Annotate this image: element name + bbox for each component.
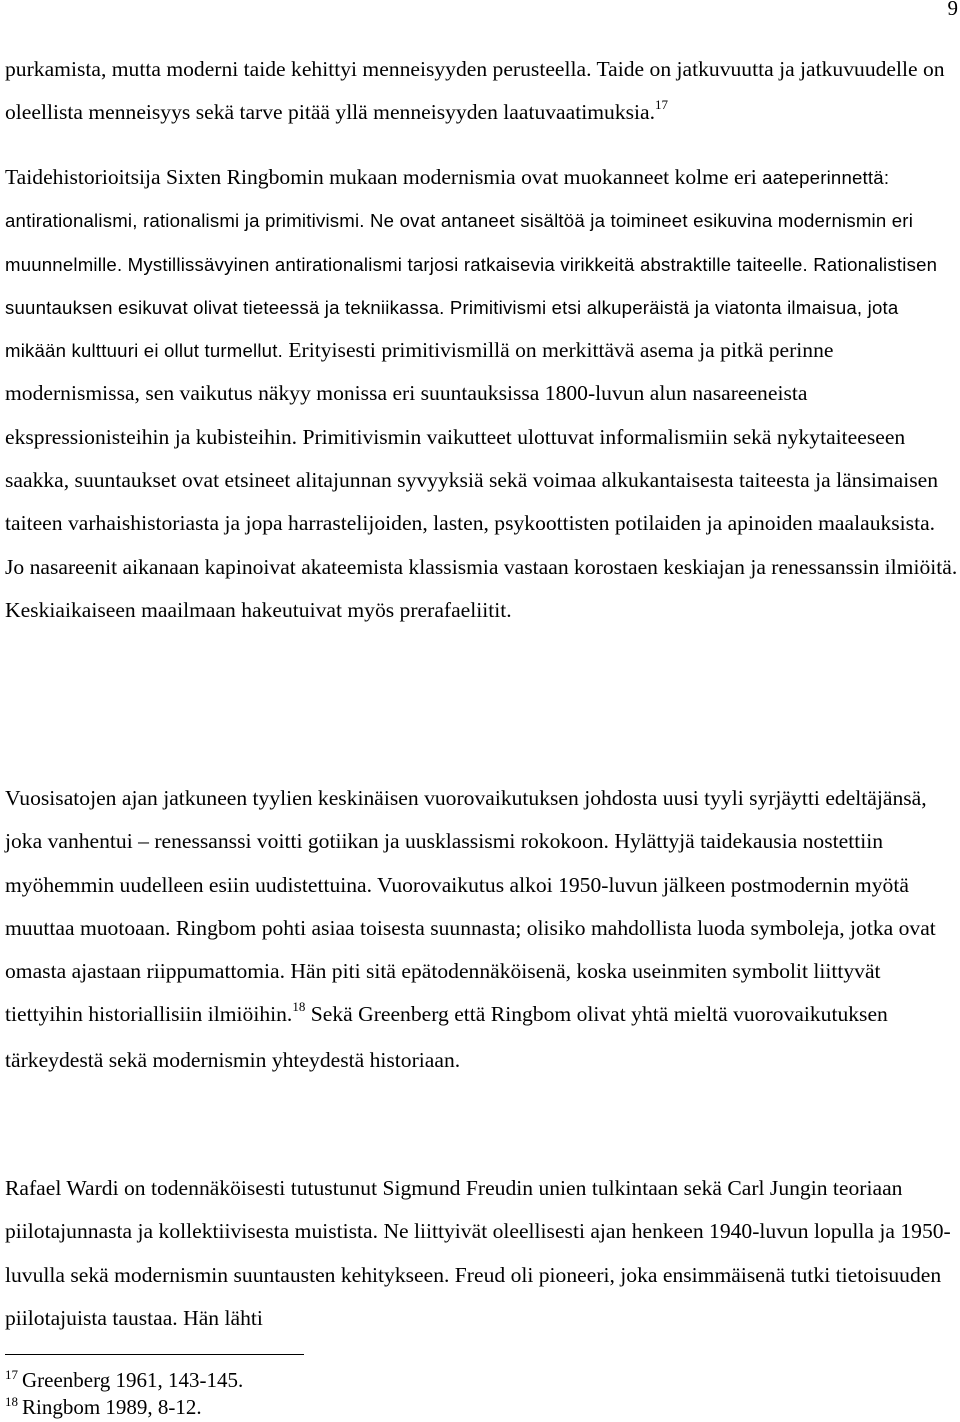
footnote-17 bbox=[5, 1368, 243, 1395]
footnote-17-number: 17 bbox=[5, 1367, 18, 1382]
paragraph-2 bbox=[5, 156, 958, 632]
paragraph-1-text: purkamista, mutta moderni taide kehittyi menneisyyden perusteella. Taide on jatkuvuutta ja jatkuvuudelle on oleellista menneisyys sekä tarve pitää yllä menneisyyden laatuvaatimuksia. bbox=[5, 57, 945, 125]
footnote-ref-18[interactable]: 18 bbox=[292, 999, 306, 1015]
footnote-18-text: Ringbom 1989, 8-12. bbox=[22, 1395, 202, 1419]
paragraph-2-intro: Taidehistorioitsija Sixten Ringbomin mukaan modernismia ovat muokanneet kolme eri bbox=[5, 165, 757, 189]
footnote-separator bbox=[5, 1354, 304, 1355]
paragraph-2-rest: Erityisesti primitivismillä on merkittävä asema ja pitkä perinne modernismissa, sen vaikutus näkyy monissa eri suuntauksissa 1800-luvun alun nasareeneista ekspressionisteihin ja kubisteihin. Primitivismin vaikutteet ulottuvat informalismiin sekä nykytaiteeseen saakka, suuntaukset ovat etsineet alitajunnan syvyyksiä sekä voimaa alkukantaisesta taiteesta ja länsimaisen taiteen varhaishistoriasta ja jopa harrastelijoiden, lasten, psykoottisten potilaiden ja apinoiden maalauksista. Jo nasareenit aikanaan kapinoivat akateemista klassismia vastaan korostaen keskiajan ja renessanssin ilmiöitä. Keskiaikaiseen maailmaan hakeutuivat myös prerafaeliitit. bbox=[5, 338, 958, 622]
paragraph-3 bbox=[5, 777, 958, 1082]
paragraph-1 bbox=[5, 48, 958, 137]
footnote-ref-17[interactable]: 17 bbox=[655, 97, 669, 113]
footnote-17-text: Greenberg 1961, 143-145. bbox=[22, 1368, 244, 1392]
footnote-18 bbox=[5, 1395, 202, 1422]
paragraph-3-after: Sekä Greenberg että Ringbom olivat yhtä mieltä vuorovaikutuksen tärkeydestä sekä modernismin yhteydestä historiaan. bbox=[5, 1002, 888, 1072]
page-number: 9 bbox=[947, 0, 958, 20]
paragraph-4-text: Rafael Wardi on todennäköisesti tutustunut Sigmund Freudin unien tulkintaan sekä Carl Jungin teoriaan piilotajunnasta ja kollektiivisesta muistista. Ne liittyivät oleellisesti ajan henkeen 1940-luvun lopulla ja 1950-luvulla sekä modernismin suuntausten kehitykseen. Freud oli pioneeri, joka ensimmäisenä tutki tietoisuuden piilotajuista taustaa. Hän lähti bbox=[5, 1176, 951, 1330]
paragraph-3-text: Vuosisatojen ajan jatkuneen tyylien keskinäisen vuorovaikutuksen johdosta uusi tyyli syrjäytti edeltäjänsä, joka vanhentui – renessanssi voitti gotiikan ja uusklassismi rokokoon. Hylättyjä taidekausia nostettiin myöhemmin uudelleen esiin uudistettuina. Vuorovaikutus alkoi 1950-luvun jälkeen postmodernin myötä muuttaa muotoaan. Ringbom pohti asiaa toisesta suunnasta; olisiko mahdollista luoda symboleja, jotka ovat omasta ajastaan riippumattomia. Hän piti sitä epätodennäköisenä, koska useinmiten symbolit liittyvät tiettyihin historiallisiin ilmiöihin. bbox=[5, 786, 936, 1027]
footnote-18-number: 18 bbox=[5, 1394, 18, 1409]
paragraph-4 bbox=[5, 1167, 958, 1340]
paragraph-2-sans-text: aateperinnettä: antirationalismi, rationalismi ja primitivismi. Ne ovat antaneet sisältöä ja toimineet esikuvina modernismin eri muunnelmille. Mystillissävyinen antirationalismi tarjosi ratkaisevia virikkeitä abstraktille taiteelle. Rationalistisen suuntauksen esikuvat olivat tieteessä ja tekniikassa. Primitivismi etsi alkuperäistä ja viatonta ilmaisua, jota mikään kulttuuri ei ollut turmellut. bbox=[5, 167, 938, 362]
